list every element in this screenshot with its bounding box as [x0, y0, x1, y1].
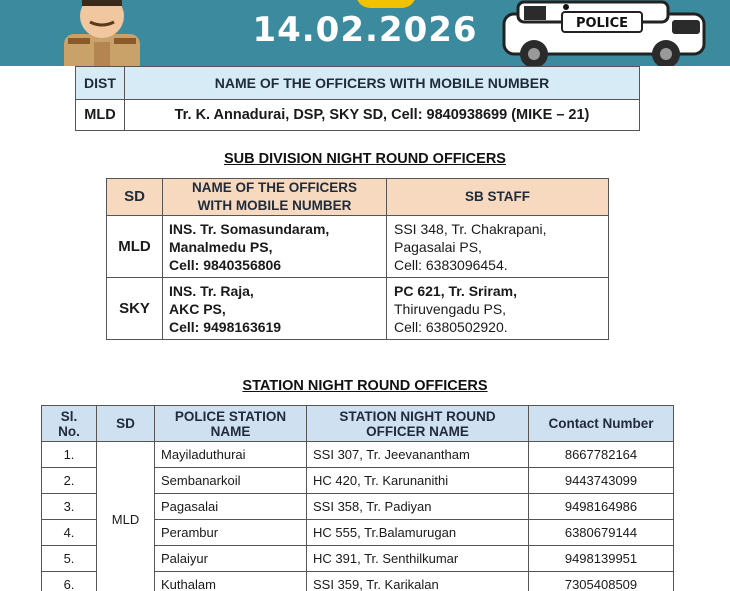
- table-header-row: [42, 406, 674, 442]
- officer-header-line-2: WITH MOBILE NUMBER: [197, 198, 352, 213]
- sd-cell: MLD: [97, 442, 155, 591]
- police-station-cell: Perambur: [155, 520, 307, 546]
- district-officer-table: [75, 66, 640, 131]
- sd-cell: MLD: [107, 216, 163, 278]
- officer-header-line-1: STATION NIGHT ROUND: [339, 408, 496, 424]
- serial-cell: 2.: [42, 468, 97, 494]
- serial-cell: 6.: [42, 572, 97, 591]
- sd-cell: SKY: [107, 278, 163, 340]
- police-station-cell: Kuthalam: [155, 572, 307, 591]
- contact-cell: 6380679144: [529, 520, 674, 546]
- officer-line: INS. Tr. Somasundaram,: [169, 220, 330, 237]
- staff-line: Cell: 6380502920.: [394, 318, 508, 335]
- serial-cell: 4.: [42, 520, 97, 546]
- dist-cell: MLD: [76, 100, 125, 131]
- dist-header: DIST: [76, 67, 125, 100]
- staff-cell: [387, 278, 609, 340]
- table-row: [76, 100, 640, 131]
- ps-header-line-2: NAME: [210, 423, 251, 439]
- officer-header: [163, 179, 387, 216]
- staff-line: Thiruvengadu PS,: [394, 300, 507, 317]
- table-header-row: [107, 179, 609, 216]
- sd-header: SD: [97, 406, 155, 442]
- police-car-label: POLICE: [575, 16, 629, 31]
- contact-cell: 9498139951: [529, 546, 674, 572]
- ps-header-line-1: POLICE STATION: [174, 408, 287, 424]
- sb-staff-header: SB STAFF: [387, 179, 609, 216]
- serial-cell: 3.: [42, 494, 97, 520]
- officer-cell: [163, 216, 387, 278]
- contact-cell: 7305408509: [529, 572, 674, 591]
- officer-header: NAME OF THE OFFICERS WITH MOBILE NUMBER: [125, 67, 640, 100]
- table-header-row: [76, 67, 640, 100]
- table-row: [42, 442, 674, 468]
- officer-cell: Tr. K. Annadurai, DSP, SKY SD, Cell: 9840938699 (MIKE – 21): [125, 100, 640, 131]
- officer-header-line-1: NAME OF THE OFFICERS: [192, 180, 357, 195]
- police-station-header: [155, 406, 307, 442]
- table-row: [107, 278, 609, 340]
- round-officer-cell: HC 391, Tr. Senthilkumar: [307, 546, 529, 572]
- staff-line: Cell: 6383096454.: [394, 256, 508, 273]
- serial-cell: 1.: [42, 442, 97, 468]
- police-station-cell: Sembanarkoil: [155, 468, 307, 494]
- banner-date: 14.02.2026: [252, 10, 478, 50]
- round-officer-cell: SSI 359, Tr. Karikalan: [307, 572, 529, 591]
- subdivision-title: SUB DIVISION NIGHT ROUND OFFICERS: [224, 151, 506, 167]
- round-officer-header: [307, 406, 529, 442]
- serial-header: [42, 406, 97, 442]
- officer-cell: [163, 278, 387, 340]
- station-table: [41, 405, 674, 591]
- police-station-cell: Palaiyur: [155, 546, 307, 572]
- serial-header-line-2: No.: [58, 423, 80, 439]
- serial-header-line-1: Sl.: [60, 408, 78, 424]
- station-title: STATION NIGHT ROUND OFFICERS: [242, 378, 488, 394]
- police-station-cell: Pagasalai: [155, 494, 307, 520]
- round-officer-cell: HC 555, Tr.Balamurugan: [307, 520, 529, 546]
- staff-line: Pagasalai PS,: [394, 238, 482, 255]
- contact-cell: 9498164986: [529, 494, 674, 520]
- staff-cell: [387, 216, 609, 278]
- officer-line: AKC PS,: [169, 300, 226, 317]
- round-officer-cell: SSI 358, Tr. Padiyan: [307, 494, 529, 520]
- header-banner: [0, 0, 730, 66]
- officer-line: Cell: 9498163619: [169, 318, 282, 335]
- contact-cell: 9443743099: [529, 468, 674, 494]
- serial-cell: 5.: [42, 546, 97, 572]
- contact-header: Contact Number: [529, 406, 674, 442]
- officer-header-line-2: OFFICER NAME: [366, 423, 469, 439]
- officer-line: Cell: 9840356806: [169, 256, 282, 273]
- round-officer-cell: HC 420, Tr. Karunanithi: [307, 468, 529, 494]
- contact-cell: 8667782164: [529, 442, 674, 468]
- staff-line: SSI 348, Tr. Chakrapani,: [394, 220, 547, 237]
- banner-arc-decoration: [356, 0, 416, 8]
- officer-line: INS. Tr. Raja,: [169, 282, 254, 299]
- officer-line: Manalmedu PS,: [169, 238, 273, 255]
- table-row: [107, 216, 609, 278]
- staff-line: PC 621, Tr. Sriram,: [394, 282, 517, 299]
- police-car-icon: [494, 0, 710, 66]
- sd-header: SD: [107, 179, 163, 216]
- subdivision-table: [106, 178, 609, 340]
- station-rows: [42, 442, 674, 591]
- round-officer-cell: SSI 307, Tr. Jeevanantham: [307, 442, 529, 468]
- police-station-cell: Mayiladuthurai: [155, 442, 307, 468]
